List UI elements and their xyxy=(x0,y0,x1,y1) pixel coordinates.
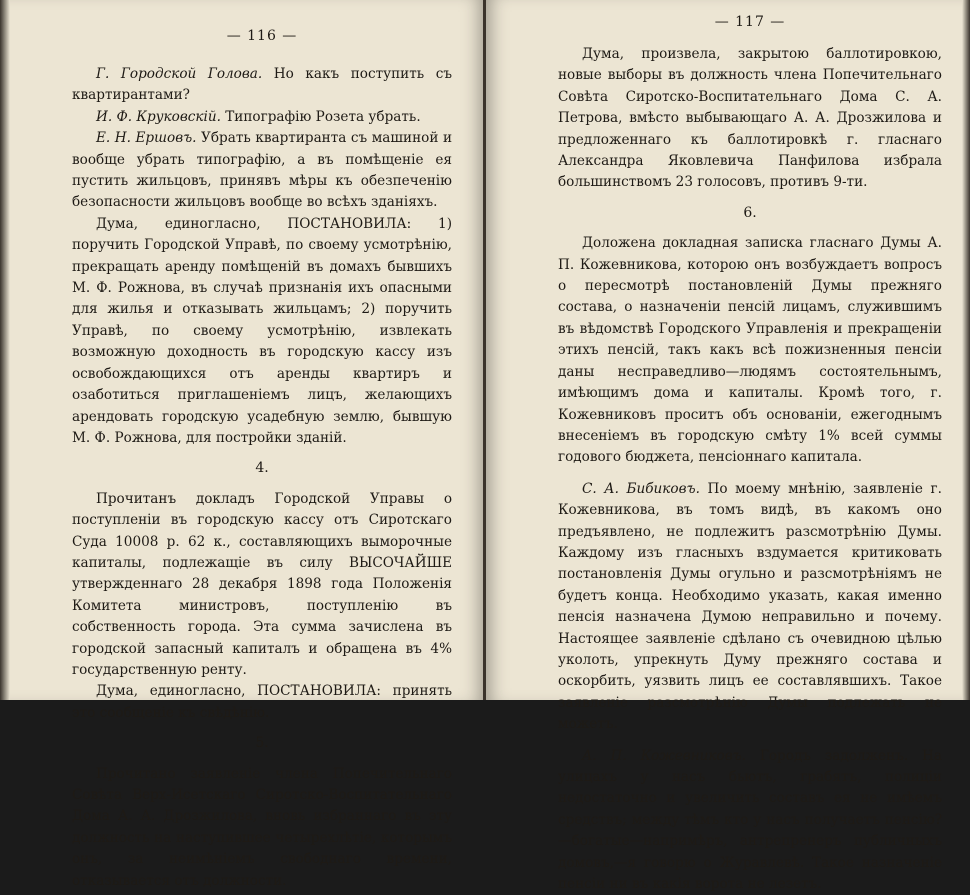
paragraph xyxy=(72,64,452,107)
resolution-word: ПОСТАНОВИЛА: xyxy=(287,215,412,232)
paragraph-text: 1) поручить Городской Управѣ, по своему усмотрѣнію, прекращать аренду помѣщеній въ домахъ бывшихъ М. Ф. Рожнова, въ случаѣ признанія ихъ опасными для жилья и отказывать жильцамъ; 2) поручить Управѣ, по своему усмотрѣнію, извлекать возможную доходность въ городскую кассу изъ освобождающихся отъ аренды квартиръ и озаботиться приглашеніемъ лицъ, желающихъ арендовать городскую усадебную землю, бывшую М. Ф. Рожнова, для постройки зданій. xyxy=(72,215,453,446)
section-number: 5. xyxy=(255,735,269,752)
speaker-name: Е. Н. Ершовъ. xyxy=(96,130,197,147)
resolution-word: ПОСТАНОВИЛА: xyxy=(257,683,381,700)
paragraph-text: Дума, произвела, закрытою баллотировкою, новые выборы въ должность члена Попечительнаго Совѣта Сиротско-Воспитательнаго Дома С. А. Петрова, вмѣсто выбывающаго А. А. Дрозжилова и предложеннаго къ баллотировкѣ г. гласнаго Александра Яковлевича Панфилова избрала большинствомъ 23 голосовъ, противъ 9-ти. xyxy=(558,46,942,191)
speaker-name: А. П. Кожевниковъ. xyxy=(582,747,746,764)
paragraph xyxy=(72,214,452,449)
paragraph xyxy=(558,479,942,736)
page-text xyxy=(72,64,452,892)
paragraph xyxy=(558,233,942,468)
section-number: 6. xyxy=(743,204,757,221)
paragraph xyxy=(558,746,942,895)
speaker-name: С. А. Бибиковъ. xyxy=(582,480,700,497)
paragraph-text: Но какъ поступить съ квартирантами? xyxy=(72,66,452,104)
page-text xyxy=(558,44,942,895)
paragraph-lead: Дума, единогласно, xyxy=(96,215,288,232)
paragraph-text: Прочитанъ докладъ Городской Управы о поступленіи въ городскую кассу отъ Сиротскаго Суда 10008 р. 62 к., составляющихъ выморочные капиталы, подлежащіе въ силу ВЫСОЧАЙШЕ утвержденнаго 28 декабря 1898 года Положенія Комитета министровъ, поступленію въ собственность города. Эта сумма зачислена въ городской запасный капиталъ и обращена въ 4% государственную ренту. xyxy=(72,490,452,678)
paragraph-text: Убрать квартиранта съ машиной и вообще убрать типографію, а въ помѣщеніе ея пустить жильцовъ, принявъ мѣры къ обезпеченію безопасности жильцовъ вообще во всѣхъ зданіяхъ. xyxy=(72,130,452,211)
paragraph xyxy=(72,489,452,682)
paragraph-text: принять это сообщеніе къ свѣдѣнію. xyxy=(72,683,453,721)
paragraph-gap xyxy=(558,469,942,479)
paragraph xyxy=(72,107,452,128)
page-number: — 117 — xyxy=(714,14,786,30)
paragraph-text: Типографію Розета убрать. xyxy=(220,108,421,125)
speaker-name: Г. Городской Голова. xyxy=(96,66,263,82)
paragraph-text: Доложена докладная записка гласнаго Думы А. П. Кожевникова, которою онъ возбуждаетъ вопросъ о пересмотрѣ постановленій Думы прежняго состава, о назначеніи пенсій лицамъ, служившимъ въ вѣдомствѣ Городского Управленія и прекращеніи этихъ пенсій, такъ какъ всѣ пожизненныя пенсіи даны несправедливо—людямъ состоятельнымъ, имѣющимъ дома и капиталы. Кромѣ того, г. Кожевниковъ проситъ объ основаніи, ежегоднымъ внесеніемъ въ городскую смѣту 1% всей суммы годового бюджета, пенсіоннаго капитала. xyxy=(558,235,942,466)
page-edge-shadow xyxy=(0,0,10,700)
right-page xyxy=(486,0,970,893)
paragraph-text: Прочитано заявленіе члена Попечительнаго Совѣта Верх-Исетскаго Сиротско-Воспитательнаго Дома А. А. Дрозжилова, вновь избраннаго въ эту должность на наступившее четырехлѣтіе, которымъ онъ, за неимѣніемъ свободнаго времени, отказывается отъ должности. xyxy=(72,765,452,889)
page-number: — 116 — xyxy=(226,28,298,44)
paragraph xyxy=(72,128,452,214)
paragraph-text: По моему мнѣнію, заявленіе г. Кожевникова, въ томъ видѣ, въ какомъ оно предъявлено, не подлежитъ разсмотрѣнію Думы. Каждому изъ гласныхъ вздумается критиковать постановленія Думы огульно и разсмотрѣніямъ не будетъ конца. Необходимо указать, какая именно пенсія назначена Думою неправильно и почему. Настоящее заявленіе сдѣлано съ очевидною цѣлью уколоть, упрекнуть Думу прежняго состава и оскорбить, уязвить лицъ ее составлявшихъ. Такое заявленіе разсмотрѣнію Думы подлежать не можетъ. xyxy=(558,480,942,733)
paragraph xyxy=(558,44,942,194)
paragraph-text: Городъ задолженъ. На улицахъ у насъ бьютъ, грабятъ, полиціи недостаточно и увеличить составъ ея не имѣемъ средствъ; между тѣмъ кто у насъ получаетъ пенсію?—богатые—напримѣръ, антрепренеръ публичныхъ домовъ,—я говорю о Журавлевѣ. Такое назначеніе пенсіи ни въ какія ворота не лезетъ. xyxy=(558,747,942,893)
paragraph-gap xyxy=(558,736,942,746)
paragraph xyxy=(72,764,452,892)
left-page xyxy=(0,0,484,889)
paragraph-lead: Дума, единогласно, xyxy=(96,683,258,700)
page-edge-shadow xyxy=(962,0,970,700)
paragraph xyxy=(72,681,452,724)
speaker-name: И. Ф. Круковскій. xyxy=(96,108,221,125)
section-number: 4. xyxy=(255,460,269,477)
